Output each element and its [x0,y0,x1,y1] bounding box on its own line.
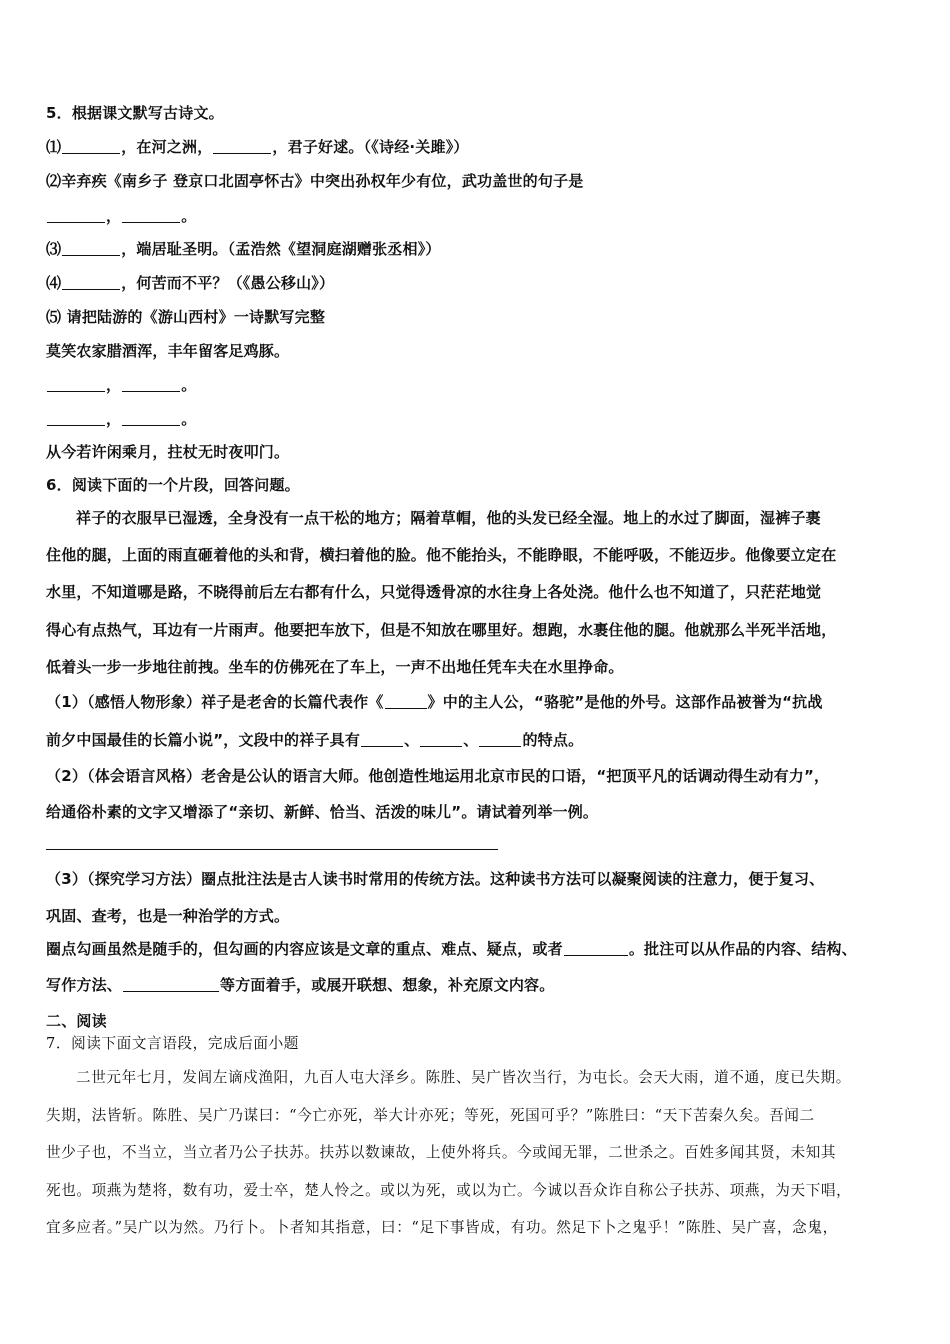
q6-sub1-text: 前夕中国最佳的长篇小说”，文段中的祥子具有 [46,731,361,749]
q5-period: 。 [181,410,197,428]
q7-title: 7．阅读下面文言语段，完成后面小题 [46,1035,299,1052]
q5-line-9 [46,409,196,429]
q5-line-7: 莫笑农家腊酒浑，丰年留客足鸡豚。 [46,342,290,360]
q5-line-2: ⑵辛弃疾《南乡子 登京口北固亭怀古》中突出孙权年少有位，武功盖世的句子是 [46,172,584,190]
q7-passage-line: 失期，法皆斩。陈胜、吴广乃谋曰：“今亡亦死，举大计亦死；等死，死国可乎？”陈胜曰：“天下苦秦久矣。吾闻二 [46,1107,815,1124]
answer-blank[interactable] [122,410,180,426]
q6-title: 6．阅读下面的一个片段，回答问题。 [46,476,300,494]
q5-line-6: ⑸ 请把陆游的《游山西村》一诗默写完整 [46,308,326,326]
q6-sub3-text: 。批注可以从作品的内容、结构、 [628,940,857,958]
answer-blank[interactable] [62,138,120,154]
answer-blank[interactable] [361,731,403,747]
q5-line-5 [46,273,334,293]
q6-sub1-sep: 、 [463,731,479,749]
answer-blank[interactable] [420,731,462,747]
q5-period: 。 [181,376,197,394]
q6-sub3-line-3 [46,939,857,959]
q7-passage-line: 二世元年七月，发闾左谪戍渔阳，九百人屯大泽乡。陈胜、吴广皆次当行，为屯长。会天大雨，道不通，度已失期。 [76,1069,851,1086]
answer-blank[interactable] [47,376,105,392]
q6-sub3-line-2: 巩固、查考，也是一种治学的方式。 [46,907,290,925]
answer-blank[interactable] [385,693,427,709]
q6-sub1-sep: 、 [404,731,420,749]
answer-blank[interactable] [479,731,521,747]
q5-period: 。 [181,207,197,225]
q6-sub1-text: 》中的主人公，“骆驼”是他的外号。这部作品被誉为“抗战 [427,693,823,711]
q6-sub1-text: （1）（感悟人物形象）祥子是老舍的长篇代表作《 [46,693,384,711]
q6-sub3-text: 圈点勾画虽然是随手的，但勾画的内容应该是文章的重点、难点、疑点，或者 [46,940,563,958]
q5-line-1-source: ，君子好逑。（《诗经·关雎》） [272,138,469,156]
q6-passage-line: 水里，不知道哪是路，不晓得前后左右都有什么，只觉得透骨凉的水往身上各处浇。他什么也不知道了，只茫茫地觉 [46,583,822,601]
answer-blank[interactable] [62,274,120,290]
answer-blank[interactable] [47,207,105,223]
answer-line[interactable] [46,849,498,850]
q5-line-1-text: ，在河之洲， [121,138,213,156]
q5-line-8 [46,375,196,395]
q5-line-1-num: ⑴ [46,138,62,156]
q5-line-5-text: ，何苦而不平？（《愚公移山》） [121,274,335,292]
q6-sub3-line-4 [46,975,554,995]
q6-sub3-text: 写作方法、 [46,976,123,994]
q5-comma: ， [106,376,122,394]
q5-line-3 [46,206,196,226]
q7-passage-line: 宜多应者。”吴广以为然。乃行卜。卜者知其指意，曰：“足下事皆成，有功。然足下卜之鬼乎！”陈胜、吴广喜，念鬼， [46,1219,838,1236]
q7-passage-line: 死也。项燕为楚将，数有功，爱士卒，楚人怜之。或以为死，或以为亡。今诚以吾众诈自称公子扶苏、项燕，为天下唱， [46,1182,852,1199]
q6-sub3-text: 等方面着手，或展开联想、想象，补充原文内容。 [220,976,555,994]
q6-sub1-line-2 [46,730,583,750]
q6-passage-line: 住他的腿，上面的雨直砸着他的头和背，横扫着他的脸。他不能抬头，不能睁眼，不能呼吸，不能迈步。他像要立定在 [46,546,837,564]
q5-title: 5．根据课文默写古诗文。 [46,104,224,122]
answer-blank[interactable] [122,376,180,392]
answer-blank[interactable] [47,410,105,426]
answer-blank[interactable] [62,240,120,256]
q6-passage-line: 得心有点热气，耳边有一片雨声。他要把车放下，但是不知放在哪里好。想跑，水裹住他的腿。他就那么半死半活地， [46,621,837,639]
q5-line-4-text: ，端居耻圣明。（孟浩然《望洞庭湖赠张丞相》） [121,240,441,258]
q5-line-5-num: ⑷ [46,274,62,292]
q6-sub3-line-1: （3）（探究学习方法）圈点批注法是古人读书时常用的传统方法。这种读书方法可以凝聚阅读的注意力，便于复习、 [46,870,825,888]
answer-blank[interactable] [123,976,219,992]
q6-passage-line: 低着头一步一步地往前拽。坐车的仿佛死在了车上，一声不出地任凭车夫在水里挣命。 [46,658,624,676]
q5-line-4-num: ⑶ [46,240,62,258]
q6-sub1-line-1 [46,692,823,712]
q6-passage-line: 祥子的衣服早已湿透，全身没有一点干松的地方；隔着草帽，他的头发已经全湿。地上的水过了脚面，湿裤子裹 [76,509,821,527]
q7-passage-line: 世少子也，不当立，当立者乃公子扶苏。扶苏以数谏故，上使外将兵。今或闻无罪，二世杀之。百姓多闻其贤，未知其 [46,1144,837,1161]
q5-line-4 [46,239,441,259]
q5-comma: ， [106,410,122,428]
q6-sub2-line-1: （2）（体会语言风格）老舍是公认的语言大师。他创造性地运用北京市民的口语，“把顶平凡的话调动得生动有力”， [46,767,830,785]
q5-line-1 [46,137,469,157]
q6-sub1-text: 的特点。 [522,731,584,749]
q5-line-10: 从今若许闲乘月，拄杖无时夜叩门。 [46,443,290,461]
section-heading: 二、阅读 [46,1012,107,1030]
q6-sub2-line-2: 给通俗朴素的文字又增添了“亲切、新鲜、恰当、活泼的味儿”。请试着列举一例。 [46,803,599,821]
answer-blank[interactable] [122,207,180,223]
q5-comma: ， [106,207,122,225]
answer-blank[interactable] [564,940,628,956]
answer-blank[interactable] [213,138,271,154]
